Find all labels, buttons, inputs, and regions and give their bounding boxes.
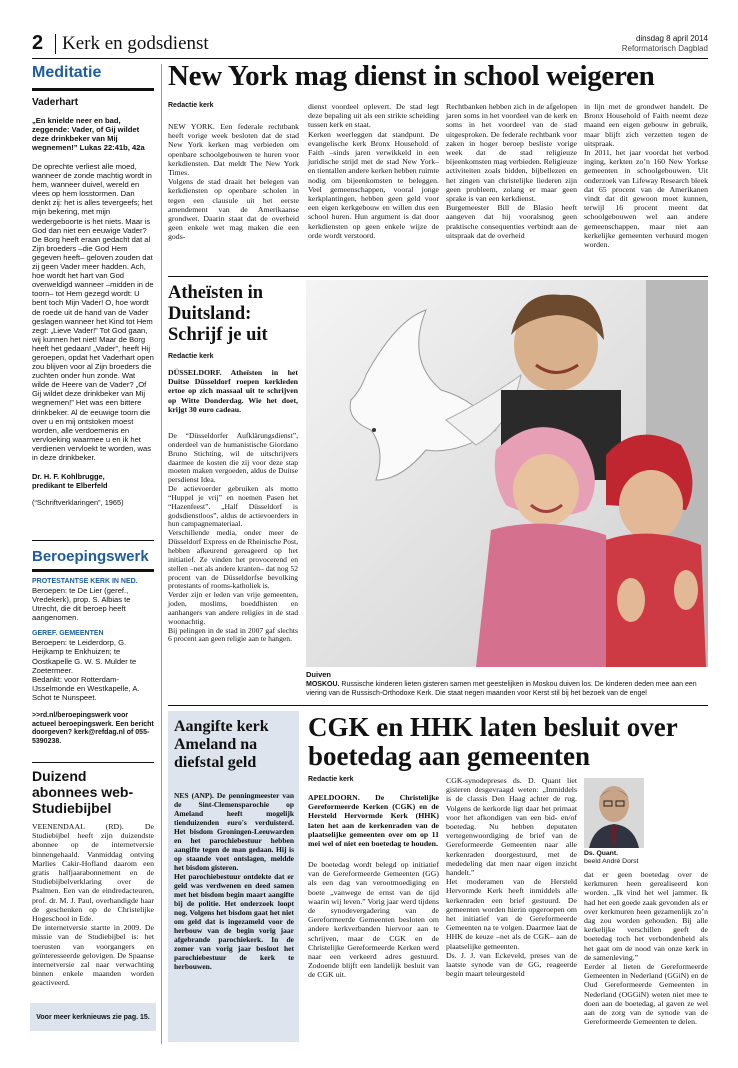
beroepingswerk-group2-text2: Bedankt: voor Rotterdam-IJsselmonde en Westkapelle, A. Schot te Nunspeet. xyxy=(32,674,140,702)
photo-caption xyxy=(306,681,708,698)
meditatie-source: (“Schriftverklaringen”, 1965) xyxy=(32,498,124,508)
beroepingswerk-group1-text: Beroepen: te De Lier (geref., Vredekerk), prop. S. Albias te Utrecht, die dit beroep heeft aangenomen. xyxy=(32,586,131,623)
sidebar-separator xyxy=(161,64,162,1044)
portrait-credit: beeld André Dorst xyxy=(584,858,639,865)
ameland-body: NES (ANP). De penningmeester van de Sint-Clemensparochie op Ameland heeft mogelijk tienduizenden euro's verduisterd. Het bisdom Groningen-Leeuwarden en het parochiebestuur hebben aangifte tegen de man gedaan. Hij is op staande voet ontslagen, meldde het bisdom gisteren. Het parochiebestuur ontdekte dat er geld was verdwenen en deed samen met het bisdom begin maart aangifte bij de politie. Het onderzoek loopt nog. Volgens het bisdom gaat het niet om geld dat is ingezameld voor de herbouw van de begin vorig jaar afgebrande parochiekerk. In de zomer van vorig jaar besloot het parochiebestuur de kerk te herbouwen. xyxy=(174,791,294,971)
ameland-box xyxy=(168,711,299,1042)
atheist-byline: Redactie kerk xyxy=(168,353,214,360)
header-date: dinsdag 8 april 2014 xyxy=(635,34,708,43)
photo-illustration xyxy=(306,280,708,667)
meditatie-title: Meditatie xyxy=(32,64,102,81)
more-church-news-box xyxy=(30,1003,156,1031)
photo-caption-place: MOSKOU. xyxy=(306,681,340,688)
cgk-byline: Redactie kerk xyxy=(308,776,354,783)
section-title: Kerk en godsdienst xyxy=(62,33,209,54)
meditatie-author: Dr. H. F. Kohlbrugge, xyxy=(32,472,105,482)
cgk-col1-body: De boetedag wordt belegd op initiatief van de Gereformeerde Gemeenten (GG) als een dag van verootmoediging en boete „vanwege de ernst van de tijd waarin wij leven.” Vorig jaar werd tijdens de synodevergadering van de Gereformeerde Gemeenten besloten om andere kerkverbanden hiervoor aan te schrijven, maar de CGK en de Christelijke Gereformeerde Kerken werd naar een verkeerd adres gestuurd. Zodoende blijft een landelijk besluit van de CGK uit. xyxy=(308,860,439,980)
cgk-col2: CGK-synodepreses ds. D. Quant liet gisteren desgevraagd weten: „Inmiddels is de classis Den Haag achter de rug. Volgens de kerkorde ligt daar het primaat voor het afkondigen van een bid- en/of boetedag. Nu hebben deputaten vertegenwoordiging de brief van de Gereformeerde Gemeenten naar alle kerkenraden doorgestuurd, met de mededeling dat men naar eigen inzicht handelt.” Het moderamen van de Hersteld Hervormde Kerk heeft inmiddels alle kerkenraden een brief gestuurd. De gemeenten worden hierin opgeroepen om het initiatief van de Gereformeerde Gemeenten na te volgen. Daarmee laat de HHK de keuze –net als de CGK– aan de plaatselijke gemeenten. Ds. J. J. van Eckeveld, preses van de laatste synode van de GG, reageerde begin maart teleurgesteld xyxy=(446,776,577,979)
meditatie-section xyxy=(32,64,154,507)
main-col3: Rechtbanken hebben zich in de afgelopen jaren soms in het voordeel van de kerk en soms in het voordeel van de stad uitgesproken. De federale rechtbank voor zaken in hoger beroep besliste vorige week dat de stad religieuze bijeenkomsten mag verbieden. Religieuze activiteiten zoals bidden, bijbellezen en het zingen van christelijke liederen zijn geen probleem, zolang er maar geen sprake is van een kerkdienst. Burgemeester Bill de Blasio heeft aangeven dat hij vooralsnog geen praktische consequenties verbindt aan de uitspraak dat de overheid xyxy=(446,102,577,240)
beroepingswerk-section xyxy=(32,548,154,746)
studiebijbel-body: VEENENDAAL (RD). De Studiebijbel heeft zijn duizendste abonnee op de internetversie binnengehaald. Vanmiddag ontving Marlies Cakir-Hofland daarom een gratis halfjaarabonnement en de Studiebijbelverklaring over de Psalmen. Een van de eindredacteuren, prof. dr. M. J. Paul, overhandigde haar de geschenken op de Christelijke Hogeschool in Ede. De internetversie startte in 2009. De missie van de Studiebijbel is: het toerusten van voorgangers en geïnteresseerde gelovigen. De Spaanse internetversie zal naar verwachting binnen enkele maanden worden geactiveerd. xyxy=(32,822,154,988)
beroepingswerk-title: Beroepingswerk xyxy=(32,548,149,565)
photo-caption-text: Russische kinderen lieten gisteren samen met geestelijken in Moskou duiven los. De kinderen deden mee aan een viering van de Russisch-Orthodoxe Kerk. Die staat negen maanden voor Kerst stil bij het bezoek van de engel xyxy=(306,681,697,697)
atheist-headline: Atheïsten in Duitsland: Schrijf je uit xyxy=(168,283,268,345)
cgk-col3: dat er geen boetedag over de kerkmuren heen gerealiseerd kon worden. „Ik vind het wel jammer. Ik had het een goede zaak gevonden als er over kerkmuren heen gezamenlijk zo’n dag zou worden gehouden. Bij alle kerkelijke verschillen geeft de boetedag toch het verbondenheid als het gaat om de nood van onze kerk in de samenleving.” Eerder al lieten de Gereformeerde Gemeenten in Nederland (GGiN) en de Oud Gereformeerde Gemeenten in Nederland (OGGiN) weten niet mee te doen aan de boetedag, al gaven ze wel aan de zorg van de synode van de Gereformeerde Gemeenten te delen. xyxy=(584,870,708,1027)
cgk-lead: APELDOORN. De Christelijke Gereformeerde Kerken (CGK) en de Hersteld Hervormde Kerk (HHK) laten het aan de kerkenraden van de plaatselijke gemeenten over om op 11 mei wel of niet een boetedag te houden. xyxy=(308,793,439,849)
main-col1: NEW YORK. Een federale rechtbank heeft vorige week besloten dat de stad New York kerken mag verbieden om openbare schoolgebouwen te huren voor kerkdiensten. Dat meldt The New York Times. Volgens de stad draait het belegen van kerkdiensten op openbare scholen in tegen een clausule uit het eerste amendement van de Amerikaanse grondwet. Daarin staat dat de overheid geen enkele wet mag maken die een gods- xyxy=(168,122,299,242)
portrait-name: Ds. Quant. xyxy=(584,850,618,857)
studiebijbel-title: Duizend abonnees web-Studiebijbel xyxy=(32,768,134,816)
beroepingswerk-top-rule xyxy=(32,540,154,541)
main-bottom-rule xyxy=(168,276,708,277)
studiebijbel-section xyxy=(32,768,154,988)
portrait-quant xyxy=(584,778,644,848)
main-col4: in lijn met de grondwet handelt. De Bronx Household of Faith neemt deze maand een eigen gebouw in gebruik, maar blijft zich verzetten tegen de uitspraak. In 2011, het jaar voordat het verbod inging, kerkten zo’n 160 New Yorkse gemeenten in schoolgebouwen. Uit onderzoek van Lifeway Research bleek dat 65 procent van de Amerikanen vindt dat dit gewoon moet kunnen, terwijl 16 procent meent dat schoolgebouwen wel aan andere gemeenschappen, maar niet aan kerkelijke gemeenten verhuurd mogen worden. xyxy=(584,102,708,250)
more-church-news-text: Voor meer kerknieuws zie pag. 15. xyxy=(36,1013,150,1021)
photo-children-doves xyxy=(306,280,708,667)
header-divider xyxy=(55,34,56,54)
page-number: 2 xyxy=(32,32,44,54)
studiebijbel-top-rule xyxy=(32,762,154,763)
beroepingswerk-footer: >>rd.nl/beroepingswerk voor actueel beroepingswerk. Een bericht doorgeven? kerk@refdag.nl of 055-5390238. xyxy=(32,712,154,745)
header-rule xyxy=(32,58,708,59)
meditatie-author-role: predikant te Elberfeld xyxy=(32,481,108,491)
middle-rule xyxy=(168,705,708,706)
photo-title: Duiven xyxy=(306,670,332,679)
cgk-headline: CGK en HHK laten besluit over boetedag aan gemeenten xyxy=(308,712,678,771)
main-byline: Redactie kerk xyxy=(168,102,214,109)
meditatie-quote: „En knielde neer en bad, zeggende: Vader, of Gij wildet deze drinkbeker van Mij wegnemen!” Lukas 22:41b, 42a xyxy=(32,116,145,152)
beroepingswerk-group2-label: GEREF. GEMEENTEN xyxy=(32,630,104,638)
main-headline: New York mag dienst in school weigeren xyxy=(168,60,655,92)
meditatie-heading: Vaderhart xyxy=(32,97,79,108)
beroepingswerk-group2-text1: Beroepen: te Leiderdorp, G. Heijkamp te Enkhuizen; te Oostkapelle G. W. S. Mulder te Zoetermeer. xyxy=(32,638,137,675)
beroepingswerk-group1-label: PROTESTANTSE KERK IN NED. xyxy=(32,578,138,585)
portrait-illustration xyxy=(584,778,644,848)
atheist-lead: DÜSSELDORF. Atheïsten in het Duitse Düsseldorf roepen kerkleden ertoe op zich massaal uit te schrijven op Witte Donderdag. Wie het doet, krijgt 30 euro cadeau. xyxy=(168,368,298,414)
header-paper: Reformatorisch Dagblad xyxy=(621,44,708,53)
ameland-headline: Aangifte kerk Ameland na diefstal geld xyxy=(174,718,269,771)
atheist-body: De “Düsseldorfer Aufklärungsdienst”, onderdeel van de humanistische Giordano Bruno Stichting, wil de uitschrijvers daarmee de kosten die zij voor deze stap moeten maken vergoeden, aldus de Duitse persdienst Idea. De actievoerder gebruiken als motto “Huppel je vrij” en noemen Pasen het “Hazenfeest”. „Half Düsseldorf is godsdienstloos”, aldus de actievoerders in hun campagnemateriaal. Verschillende media, onder meer de Düsseldorf Express en de Rheinische Post, hebben afkeurend gereageerd op het initiatief. Ze vinden het provocerend en stellen –net als andere kranten– dat nog 52 procent van de Düsseldorfse bevolking protestants of rooms-katholiek is. Verder zijn er leden van vrije gemeenten, joden, moslims, boeddhisten en aanhangers van andere religies in de stad woonachtig. Bij pelingen in de stad in 2007 gaf slechts 6 procent aan geen religie aan te hangen. xyxy=(168,431,298,644)
main-col2: dienst voordeel oplevert. De stad legt deze bepaling uit als een strikte scheiding tussen kerk en staat. Kerken weerleggen dat standpunt. De evangelische kerk Bronx Household of Faith –sinds jaren verwikkeld in een juridische strijd met de stad New York– en tientallen andere kerken hebben ruimte nodig om bijeenkomsten te beleggen. Veel gemeenschappen, vooral jonge kerkplantingen, hebben geen geld voor een eigen kerkgebouw en willen dus een school huren. Hun argument is dat door kerkdiensten op geen enkele wijze de orde wordt verstoord. xyxy=(308,102,439,240)
meditatie-body: De oprechte verliest alle moed, wanneer de zonde machtig wordt in hem, wanneer duivel, wereld en vlees op hem losstormen. Dan denkt zij: het is alles tevergeefs; het mijn bekering, met mijn wedergeboorte is het niets. Maar is God dan niet een eeuwige Vader? De Borg heeft eraan gedacht dat al Zijn broeders –die God Hem gegeven heeft– geloven zouden dat zij geen Vader meer hadden. Ach, hoe wordt het hart van God overweldigd wanneer –midden in de toorn– tot Hem gezegd wordt: U bent toch Mijn Vader! O, hoe wordt de roede uit de hand van de Vader geslagen wanneer het Kind tot Hem zegt: „Lieve Vader!” Tot God gaan, wij kunnen het niet! Maar de Borg heeft het gedaan! „Vader”, heeft Hij geroepen, opdat het Vaderhart open zou blijven voor al Zijn broeders die zuchten onder hun zonde. Wat wilde de Heere van de Vader? „Of Gij wildet deze drinkbeker van Mij wegnemen!” Het was een bittere drinkbeker. Al de eeuwige toorn die over u en mij ontstoken moest worden, alle verdoemenis en vervloeking waarmee u en ik het verdienen vervloekt te worden, was in deze drinkbeker. xyxy=(32,162,154,462)
